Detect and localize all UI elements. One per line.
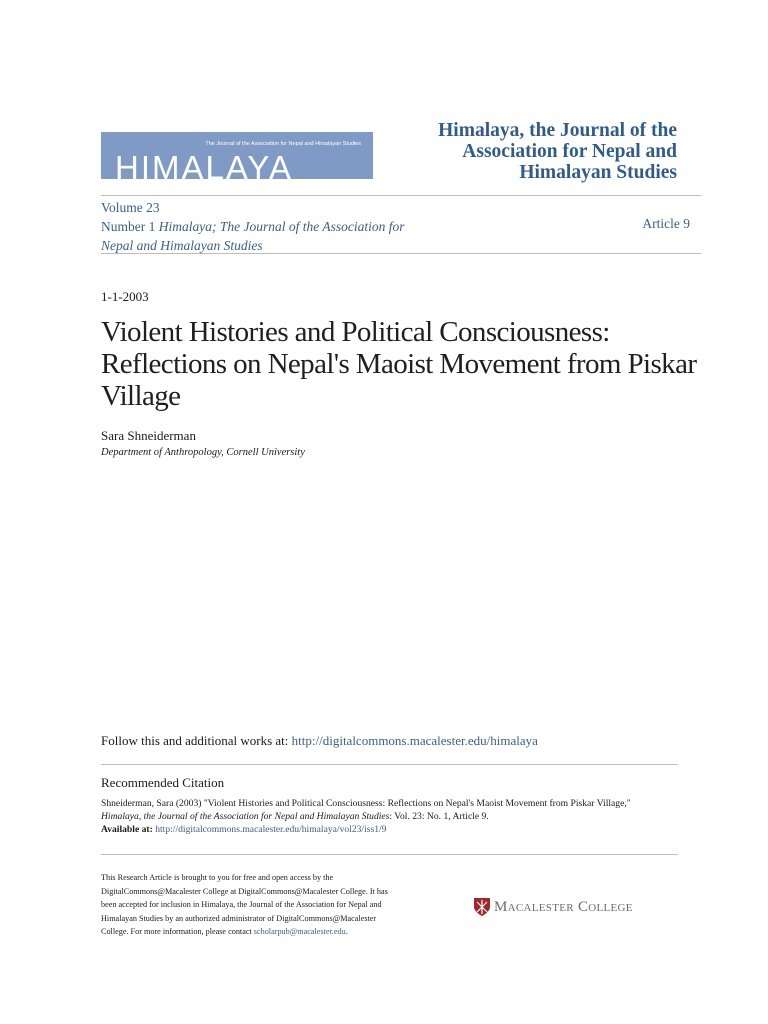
issue-journal-title: Himalaya; The Journal of the Association for Nepal and Himalayan Studies	[101, 219, 405, 253]
access-note: This Research Article is brought to you for free and open access by the DigitalCommons@Macalester College at DigitalCommons@Macalester College. It has been accepted for inclusion in Himalaya, the Journal of the Association for Nepal and Himalayan Studies by an authorized administrator of DigitalCommons@Macalester College. For more information, please contact scholarpub@macalester.edu.	[101, 873, 388, 937]
divider-bottom	[101, 854, 678, 855]
citation-text: Shneiderman, Sara (2003) "Violent Histories and Political Consciousness: Reflections on Nepal's Maoist Movement from Piskar Village,"	[101, 798, 631, 809]
macalester-shield-icon	[473, 897, 491, 917]
issue-number-link[interactable]	[101, 217, 421, 255]
citation-body	[101, 797, 671, 836]
citation-volume: : Vol. 23: No. 1, Article 9.	[389, 811, 489, 822]
journal-banner	[101, 132, 373, 179]
follow-link[interactable]: http://digitalcommons.macalester.edu/himalaya	[291, 733, 538, 748]
available-label: Available at:	[101, 824, 153, 835]
citation-heading: Recommended Citation	[101, 775, 225, 790]
banner-wordmark: HIMALAYA	[115, 149, 293, 179]
author-affiliation: Department of Anthropology, Cornell University	[101, 447, 305, 458]
issue-number: Number 1	[101, 219, 156, 234]
volume-link[interactable]: Volume 23	[101, 200, 160, 215]
citation-journal: Himalaya, the Journal of the Association for Nepal and Himalayan Studies	[101, 811, 390, 822]
article-number-link[interactable]: Article 9	[642, 216, 690, 231]
publication-date: 1-1-2003	[101, 289, 149, 304]
access-note-text: This Research Article is brought to you for free and open access by the DigitalCommons@Macalester College at DigitalCommons@Macalester College. It has been accepted for inclusion in Himalaya, the Journal of the Association for Nepal and Himalayan Studies by an authorized administrator of DigitalCommons@Macalester College. For more information, please contact	[101, 873, 388, 937]
follow-text: Follow this and additional works at:	[101, 733, 289, 748]
journal-title[interactable]: Himalaya, the Journal of the Association for Nepal and Himalayan Studies	[438, 120, 677, 183]
divider-citation	[101, 764, 678, 765]
author-name: Sara Shneiderman	[101, 428, 196, 443]
macalester-logo-text: Macalester College	[494, 899, 633, 915]
issue-info	[101, 198, 421, 255]
divider-mid	[101, 253, 701, 254]
divider-top	[101, 195, 701, 196]
citation-link[interactable]: http://digitalcommons.macalester.edu/himalaya/vol23/iss1/9	[155, 824, 387, 835]
follow-line	[101, 733, 538, 749]
banner-tagline: The Journal of the Association for Nepal and Himalayan Studies	[205, 141, 361, 147]
contact-email-link[interactable]: scholarpub@macalester.edu	[253, 927, 346, 937]
paper-title: Violent Histories and Political Consciousness: Reflections on Nepal's Maoist Movement from Piskar Village	[101, 316, 697, 412]
